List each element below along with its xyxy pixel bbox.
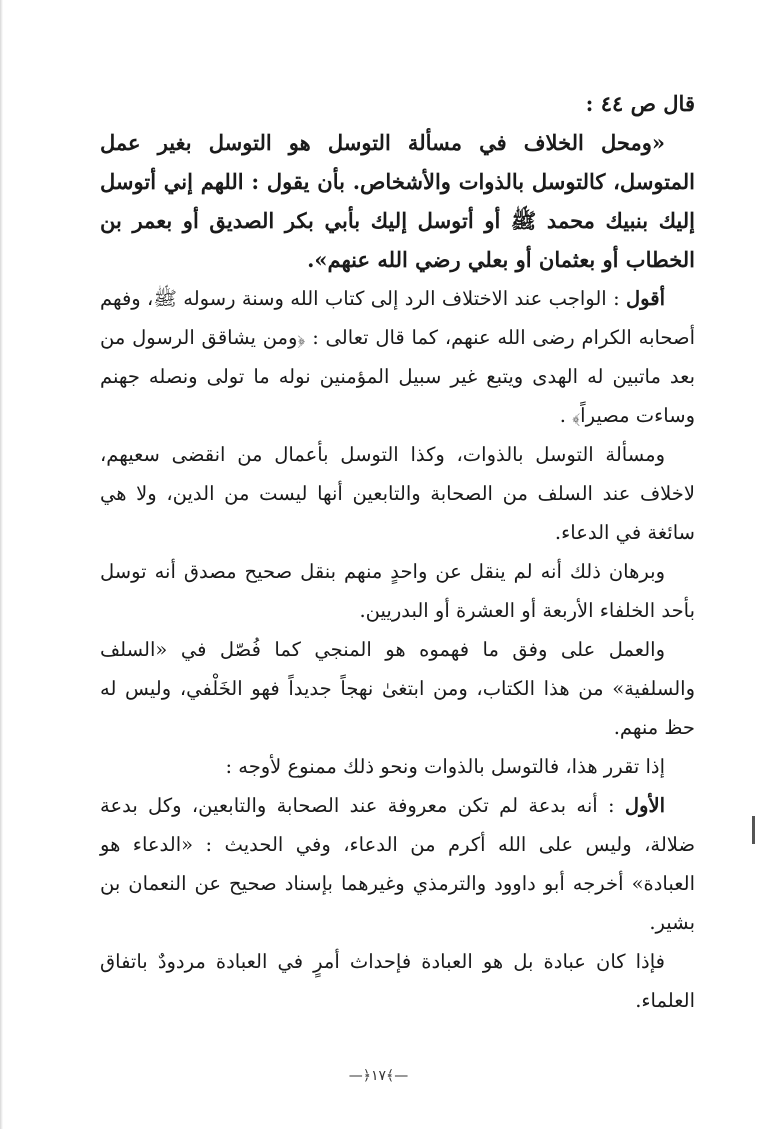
paragraph-5 — [100, 747, 695, 786]
paragraph-lead-word: أقول — [626, 287, 665, 310]
paragraph-2 — [100, 435, 695, 552]
paragraph-lead-word: الأول — [624, 794, 665, 817]
paragraph-1 — [100, 279, 695, 435]
page-body — [100, 84, 695, 1020]
paragraph-text: : الواجب عند الاختلاف الرد إلى كتاب الله وسنة رسوله ﷺ، وفهم أصحابه الكرام رضى الله عنهم، كما قال تعالى : ﴿ومن يشاقق الرسول من بعد ماتبين له الهدى ويتبع غير سبيل المؤمنين نوله ما تولى ونصله جهنم وساءت مصيراً﴾ . — [100, 287, 695, 427]
quoted-claim: «ومحل الخلاف في مسألة التوسل هو التوسل بغير عمل المتوسل، كالتوسل بالذوات والأشخاص. بأن يقول : اللهم إني أتوسل إليك بنبيك محمد ﷺ أو أتوسل إليك بأبي بكر الصديق أو بعمر بن الخطاب أو بعثمان أو بعلي رضي الله عنهم». — [100, 130, 695, 272]
paragraph-7 — [100, 942, 695, 1020]
margin-mark — [752, 816, 755, 844]
paragraph-6 — [100, 786, 695, 942]
page-number: —﴿١٧﴾— — [348, 1068, 409, 1084]
paragraph-3 — [100, 552, 695, 630]
paragraph-text: : أنه بدعة لم تكن معروفة عند الصحابة والتابعين، وكل بدعة ضلالة، وليس على الله أكرم من الدعاء، وفي الحديث : «الدعاء هو العبادة» أخرجه أبو داوود والترمذي وغيرهما بإسناد صحيح عن النعمان بن بشير. — [100, 794, 695, 934]
section-heading: قال ص ٤٤ : — [585, 91, 695, 116]
paragraph-4 — [100, 630, 695, 747]
paragraph-text: والعمل على وفق ما فهموه هو المنجي كما فُصّل في «السلف والسلفية» من هذا الكتاب، ومن ابتغىٰ نهجاً جديداً فهو الخَلْفي، وليس له حظ منهم. — [100, 638, 695, 739]
paragraph-text: فإذا كان عبادة بل هو العبادة فإحداث أمرٍ في العبادة مردودٌ باتفاق العلماء. — [100, 950, 695, 1012]
paragraph-text: إذا تقرر هذا، فالتوسل بالذوات ونحو ذلك ممنوع لأوجه : — [225, 755, 665, 778]
paragraph-text: وبرهان ذلك أنه لم ينقل عن واحدٍ منهم بنقل صحيح مصدق أنه توسل بأحد الخلفاء الأربعة أو العشرة أو البدريين. — [100, 560, 695, 622]
paragraph-text: ومسألة التوسل بالذوات، وكذا التوسل بأعمال من انقضى سعيهم، لاخلاف عند السلف من الصحابة والتابعين أنها ليست من الدين، ولا هي سائغة في الدعاء. — [100, 443, 695, 544]
page-edge-shadow — [0, 0, 3, 1129]
